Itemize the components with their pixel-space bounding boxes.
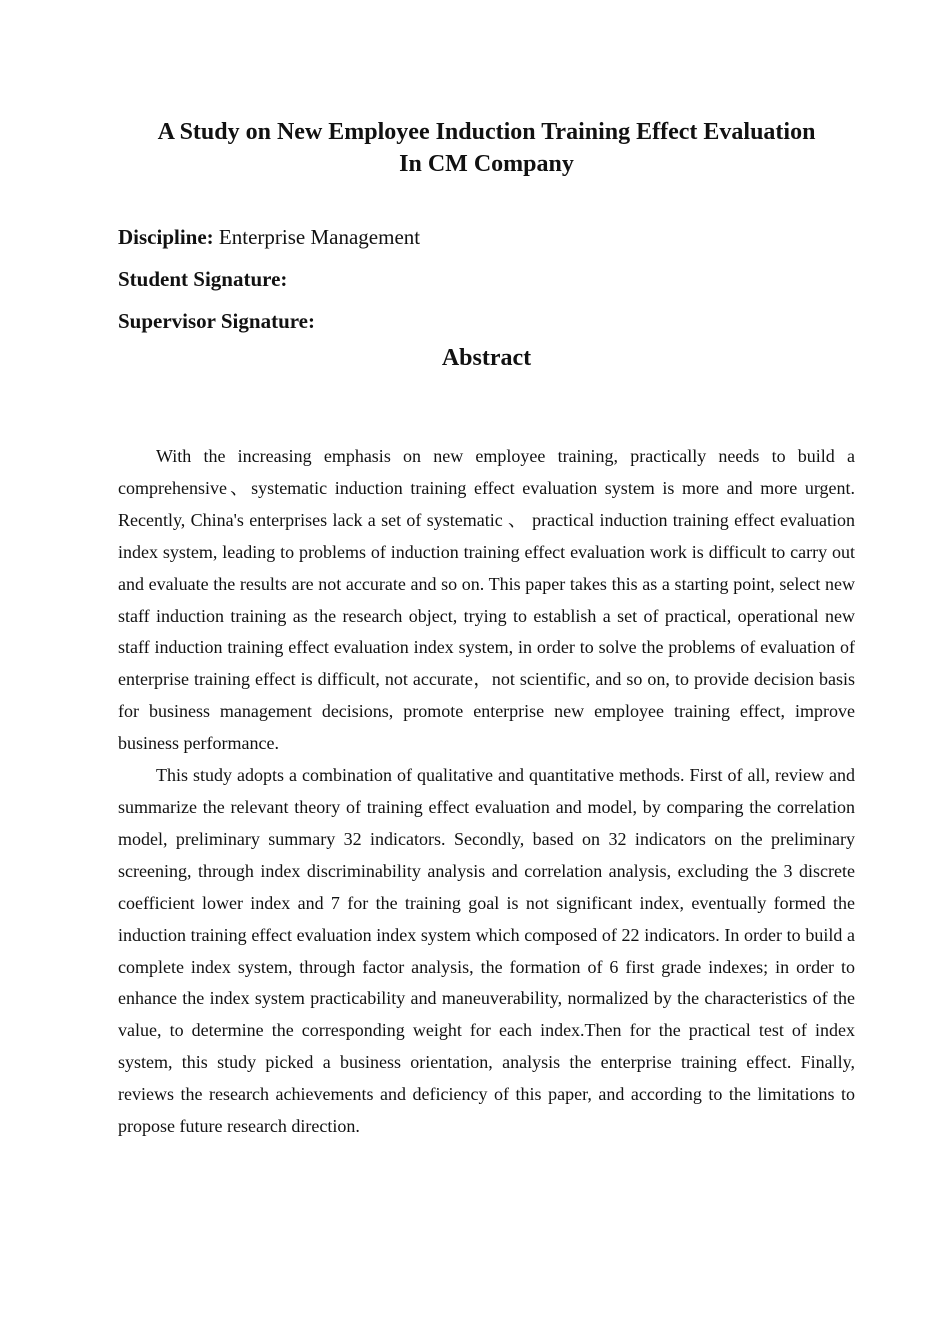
supervisor-signature-line	[118, 308, 855, 334]
paper-title-line-2: In CM Company	[399, 151, 574, 177]
discipline-label: Discipline:	[118, 225, 214, 249]
supervisor-signature-label: Supervisor Signature:	[118, 309, 315, 333]
paper-title-line-1: A Study on New Employee Induction Training Effect Evaluation	[157, 119, 816, 145]
abstract-paragraph-1: With the increasing emphasis on new employee training, practically needs to build a comprehensive、systematic induction training effect evaluation system is more and more urgent. Recently, China's enterprises lack a set of systematic 、 practical induction training effect evaluation index system, leading to problems of induction training effect evaluation work is difficult to carry out and evaluate the results are not accurate and so on. This paper takes this as a starting point, select new staff induction training as the research object, trying to establish a set of practical, operational new staff induction training effect evaluation index system, in order to solve the problems of evaluation of enterprise training effect is difficult, not accurate，not scientific, and so on, to provide decision basis for business management decisions, promote enterprise new employee training effect, improve business performance.	[118, 446, 855, 754]
student-signature-label: Student Signature:	[118, 267, 288, 291]
abstract-paragraph-2: This study adopts a combination of qualitative and quantitative methods. First of all, review and summarize the relevant theory of training effect evaluation and model, by comparing the correlation model, preliminary summary 32 indicators. Secondly, based on 32 indicators on the preliminary screening, through index discriminability analysis and correlation analysis, excluding the 3 discrete coefficient lower index and 7 for the training goal is not significant index, eventually formed the induction training effect evaluation index system which composed of 22 indicators. In order to build a complete index system, through factor analysis, the formation of 6 first grade indexes; in order to enhance the index system practicability and maneuverability, normalized by the characteristics of the value, to determine the corresponding weight for each index.Then for the practical test of index system, this study picked a business orientation, analysis the enterprise training effect. Finally, reviews the research achievements and deficiency of this paper, and according to the limitations to propose future research direction.	[118, 765, 855, 1137]
paper-title	[118, 116, 855, 180]
abstract-heading: Abstract	[441, 345, 532, 371]
discipline-line	[118, 224, 855, 250]
student-signature-line	[118, 266, 855, 292]
discipline-value: Enterprise Management	[213, 225, 421, 249]
abstract-body	[118, 441, 855, 1143]
